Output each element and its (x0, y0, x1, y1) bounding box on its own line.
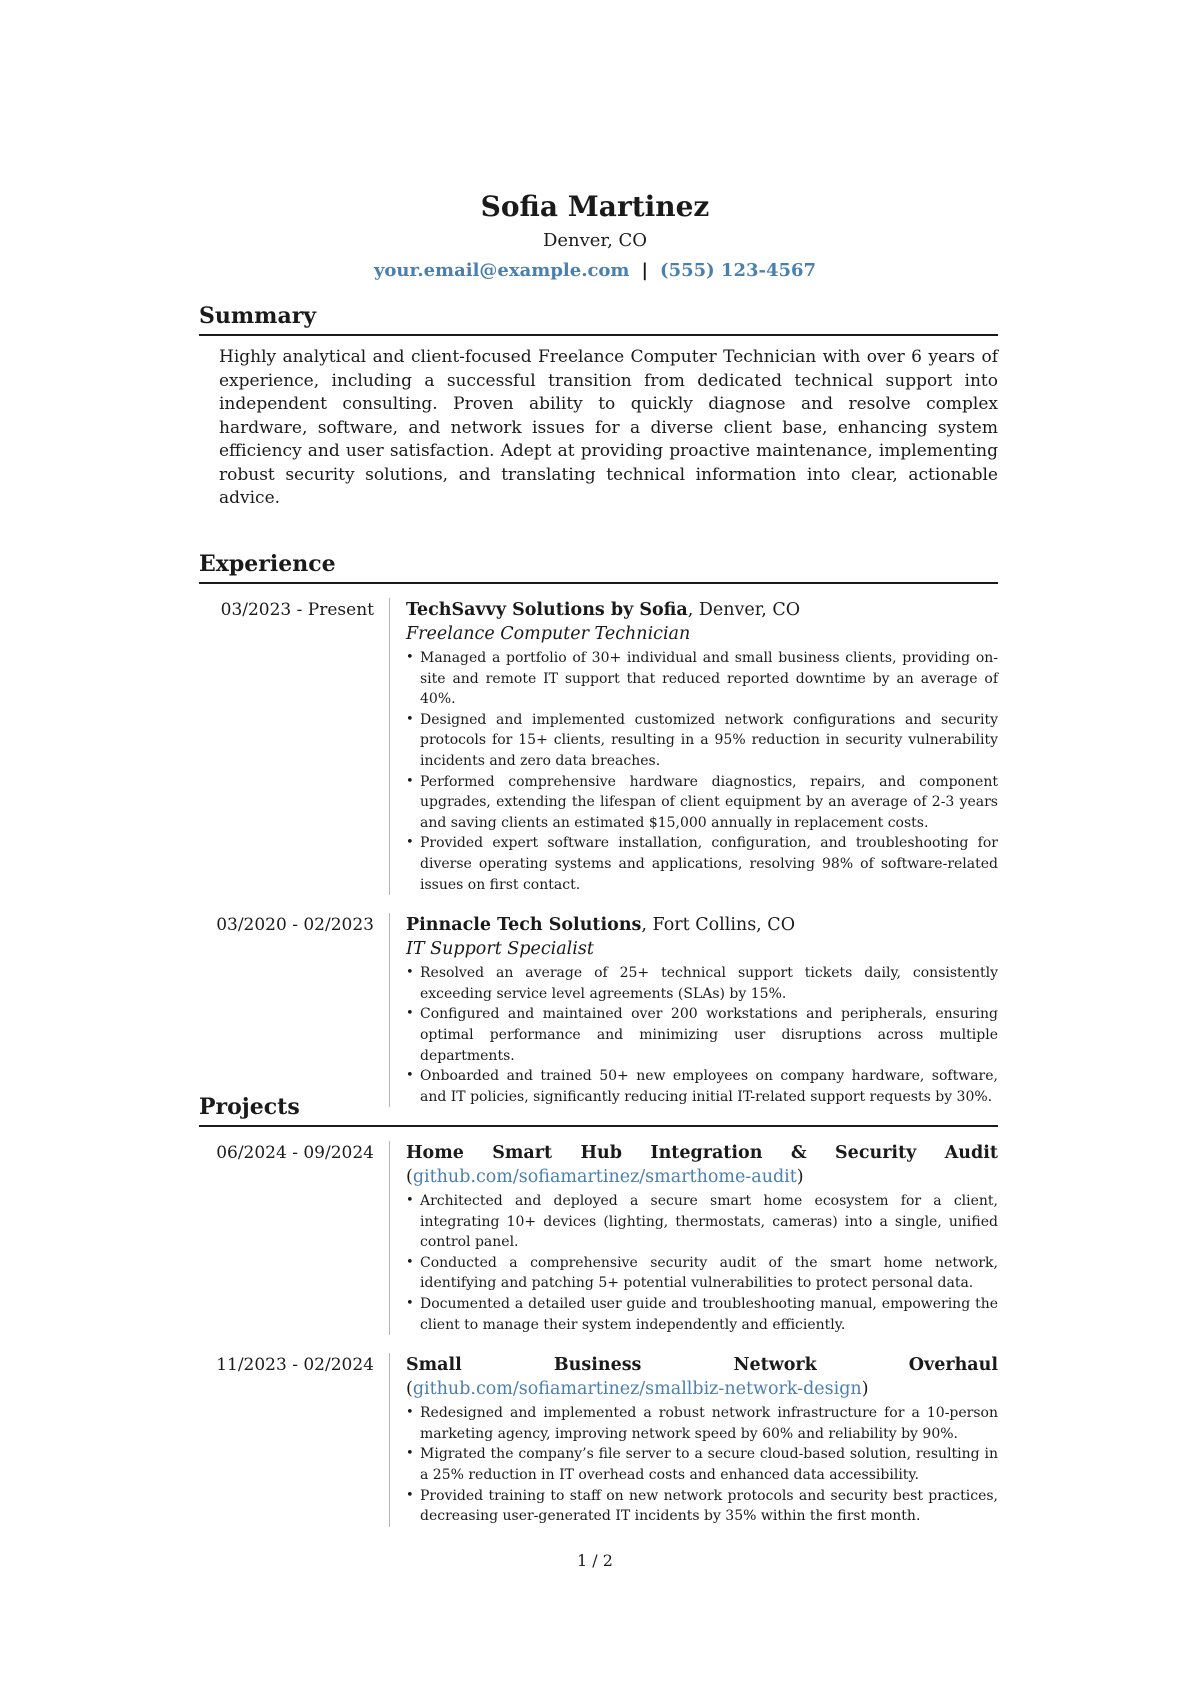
section-title-experience: Experience (199, 550, 998, 584)
bullet-list (406, 1403, 998, 1527)
bullet-item: • Provided expert software installation, configuration, and troubleshooting for diverse operating systems and applications, resolving 98% of software-related issues on first contact. (406, 833, 998, 895)
company-location: , Fort Collins, CO (641, 915, 796, 936)
bullet-item: • Performed comprehensive hardware diagnostics, repairs, and component upgrades, extending the lifespan of client equipment by an average of 2-3 years and saving clients an estimated $15,000 annually in replacement costs. (406, 772, 998, 834)
bullet-item: • Onboarded and trained 50+ new employees on company hardware, software, and IT policies, significantly reducing initial IT-related support requests by 30%. (406, 1066, 998, 1107)
entry-dates: 06/2024 - 09/2024 (216, 1143, 374, 1163)
paren-open: ( (406, 1379, 413, 1400)
bullet-item: • Resolved an average of 25+ technical support tickets daily, consistently exceeding service level agreements (SLAs) by 15%. (406, 963, 998, 1004)
bullet-item: • Redesigned and implemented a robust network infrastructure for a 10-person marketing agency, improving network speed by 60% and reliability by 90%. (406, 1403, 998, 1444)
job-role: IT Support Specialist (406, 939, 594, 960)
bullet-item: • Documented a detailed user guide and troubleshooting manual, empowering the client to manage their system independently and efficiently. (406, 1294, 998, 1335)
entry-body (389, 913, 998, 1107)
project-title (406, 1353, 998, 1401)
bullet-item: • Conducted a comprehensive security audit of the smart home network, identifying and patching 5+ potential vulnerabilities to protect personal data. (406, 1253, 998, 1294)
project-link[interactable]: github.com/sofiamartinez/smarthome-audit (412, 1167, 797, 1187)
project-entry (199, 1353, 998, 1527)
entry-dates: 11/2023 - 02/2024 (216, 1355, 374, 1376)
contact-separator: | (641, 260, 649, 281)
resume-header (0, 190, 1190, 284)
section-title-summary: Summary (199, 302, 998, 336)
bullet-item: • Architected and deployed a secure smart home ecosystem for a client, integrating 10+ devices (lighting, thermostats, cameras) into a single, unified control panel. (406, 1191, 998, 1253)
summary-section (199, 302, 998, 511)
bullet-list (406, 1191, 998, 1335)
bullet-list (406, 648, 998, 895)
entry-title (406, 913, 998, 937)
entry-body (389, 1141, 998, 1335)
page-number: 1 / 2 (577, 1551, 613, 1570)
section-title-projects: Projects (199, 1093, 998, 1127)
projects-section (199, 1093, 998, 1527)
project-name: Home Smart Hub Integration & Security Audit (406, 1143, 998, 1163)
bullet-item: • Migrated the company’s file server to a secure cloud-based solution, resulting in a 25% reduction in IT overhead costs and enhanced data accessibility. (406, 1444, 998, 1485)
email-link[interactable]: your.email@example.com (373, 260, 630, 281)
candidate-location: Denver, CO (542, 230, 648, 251)
paren-close: ) (861, 1379, 869, 1400)
job-role: Freelance Computer Technician (406, 624, 691, 644)
paren-close: ) (796, 1167, 804, 1187)
experience-entry (199, 598, 998, 895)
project-name: Small Business Network Overhaul (406, 1355, 998, 1376)
bullet-item: • Designed and implemented customized network configurations and security protocols for 15+ clients, resulting in a 95% reduction in security vulnerability incidents and zero data breaches. (406, 710, 998, 772)
experience-entry (199, 913, 998, 1107)
bullet-list (406, 963, 998, 1107)
project-link[interactable]: github.com/sofiamartinez/smallbiz-network-design (412, 1379, 862, 1400)
candidate-name: Sofia Martinez (480, 190, 710, 223)
project-title (406, 1141, 998, 1189)
entry-body (389, 598, 998, 895)
company-location: , Denver, CO (687, 600, 801, 620)
paren-open: ( (406, 1167, 413, 1187)
project-entry (199, 1141, 998, 1335)
summary-text: Highly analytical and client-focused Freelance Computer Technician with over 6 years of experience, including a successful transition from dedicated technical support into independent consulting. Proven ability to quickly diagnose and resolve complex hardware, software, and network issues for a diverse client base, enhancing system efficiency and user satisfaction. Adept at providing proactive maintenance, implementing robust security solutions, and translating technical information into clear, actionable advice. (219, 347, 998, 508)
entry-body (389, 1353, 998, 1527)
company-name: Pinnacle Tech Solutions (406, 915, 642, 936)
bullet-item: • Configured and maintained over 200 workstations and peripherals, ensuring optimal performance and minimizing user disruptions across multiple departments. (406, 1004, 998, 1066)
entry-dates: 03/2020 - 02/2023 (216, 915, 374, 936)
experience-section (199, 550, 998, 1107)
bullet-item: • Managed a portfolio of 30+ individual and small business clients, providing on-site and remote IT support that reduced reported downtime by an average of 40%. (406, 648, 998, 710)
entry-dates: 03/2023 - Present (220, 600, 374, 620)
entry-title (406, 598, 998, 622)
contact-line (0, 258, 1190, 284)
bullet-item: • Provided training to staff on new network protocols and security best practices, decreasing user-generated IT incidents by 35% within the first month. (406, 1486, 998, 1527)
company-name: TechSavvy Solutions by Sofia (406, 600, 688, 620)
phone-link[interactable]: (555) 123-4567 (660, 260, 817, 281)
